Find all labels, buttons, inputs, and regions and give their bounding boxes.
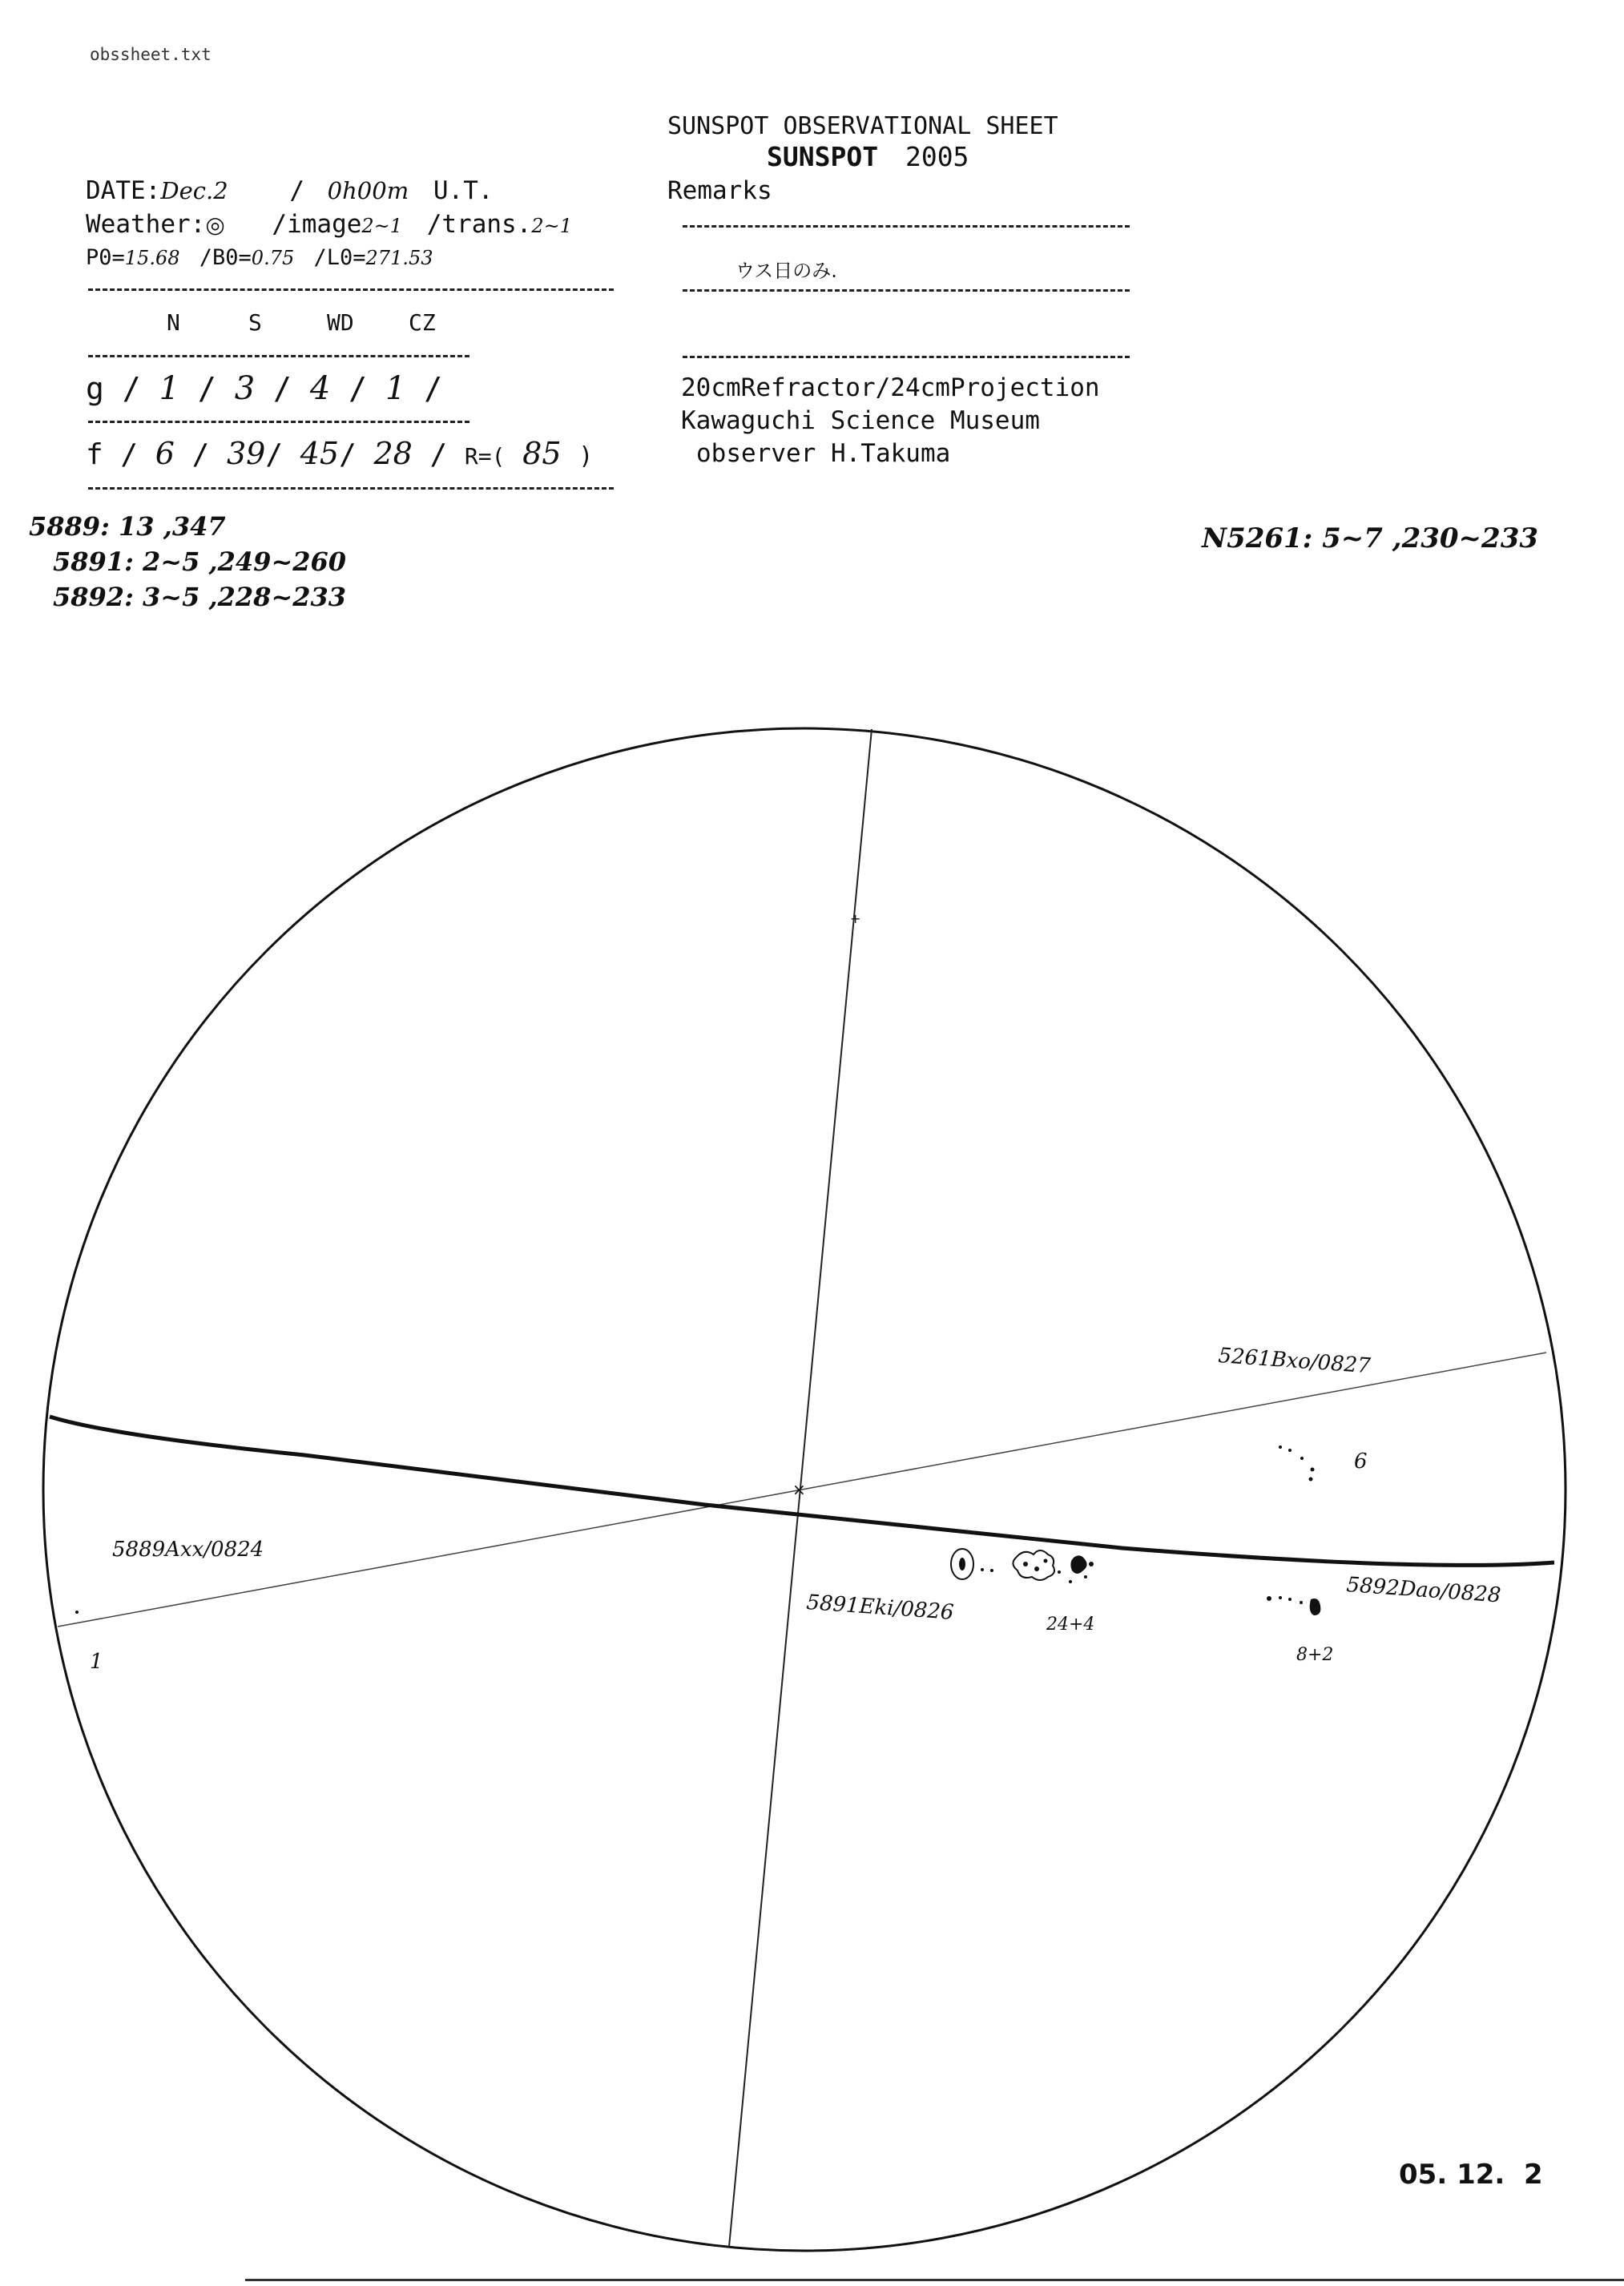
sunspot-group-5892 [1267,1596,1320,1615]
time-suffix: U.T. [433,176,494,205]
image-label: /image [272,210,362,239]
note-region-5261: N5261: 5~7 ,230~233 [1202,522,1539,554]
date-stamp: 05. 12. 2 [1399,2159,1543,2191]
label-region-5891: 5891Eki/0826 [805,1591,955,1625]
note-region-5892: 5892: 3~5 ,228~233 [53,582,347,612]
axis-tick-mark: + [850,911,861,926]
label-region-5261-count: 6 [1354,1449,1368,1474]
trans-value: 2~1 [531,215,573,237]
g-value-cz: 1 [385,370,406,407]
date-value: Dec.2 [160,177,228,204]
count-header-wd: WD [327,309,354,336]
trans-label: /trans. [426,210,532,239]
p0-value: 15.68 [124,247,180,269]
label-region-5889-count: 1 [90,1650,103,1674]
instrument-line-3: observer H.Takuma [696,439,951,468]
sunspot-group-5891 [951,1549,1094,1583]
p0-label: P0= [86,245,125,270]
weather-value: ◎ [205,212,225,238]
g-value-wd: 4 [309,370,331,407]
remarks-note: ウス日のみ. [735,260,837,282]
l0-label: /L0= [313,245,366,270]
page-bottom-edge [245,2279,1624,2281]
f-value-s: 39 [227,436,266,471]
g-value-s: 3 [234,370,256,407]
remarks-label: Remarks [667,176,772,205]
sunspot-group-5261 [1279,1445,1315,1482]
file-name: obssheet.txt [90,45,212,64]
r-value: 85 [522,436,562,471]
time-value: 0h00m [327,177,409,204]
b0-label: /B0= [199,245,252,270]
label-region-5891-count: 24+4 [1046,1615,1095,1635]
f-row: f / 6 / 39/ 45/ 28 / R=( 85 ) [86,436,594,471]
r-label: R=( [464,443,506,470]
label-region-5892-count: 8+2 [1296,1645,1334,1665]
label-region-5889: 5889Axx/0824 [112,1538,264,1562]
count-header-s: S [248,309,262,336]
sunspot-group-5889 [75,1611,79,1614]
disk-center-mark: × [792,1480,806,1499]
l0-value: 271.53 [365,247,433,269]
note-region-5889: 5889: 13 ,347 [29,511,226,542]
instrument-line-1: 20cmRefractor/24cmProjection [681,373,1100,402]
count-header-n: N [167,309,180,336]
subtitle-year: 2005 [905,141,969,172]
f-label: f [86,438,103,471]
sheet-title: SUNSPOT OBSERVATIONAL SHEET [667,112,1058,140]
g-row: g / 1 / 3 / 4 / 1 / [86,370,443,407]
instrument-line-2: Kawaguchi Science Museum [681,406,1040,435]
time-separator: / [289,176,304,205]
f-value-wd: 45 [300,436,340,471]
b0-value: 0.75 [251,247,295,269]
label-region-5261: 5261Bxo/0827 [1217,1344,1372,1379]
subtitle-prefix: SUNSPOT [767,141,879,172]
label-region-5892: 5892Dao/0828 [1345,1573,1502,1608]
r-close: ) [578,442,594,470]
f-value-cz: 28 [373,436,413,471]
date-label: DATE: [86,176,161,205]
count-header-cz: CZ [409,309,436,336]
g-value-n: 1 [159,370,180,407]
g-label: g [86,371,104,406]
weather-label: Weather: [86,210,206,239]
note-region-5891: 5891: 2~5 ,249~260 [53,546,347,577]
image-value: 2~1 [361,215,403,237]
f-value-n: 6 [155,436,175,471]
